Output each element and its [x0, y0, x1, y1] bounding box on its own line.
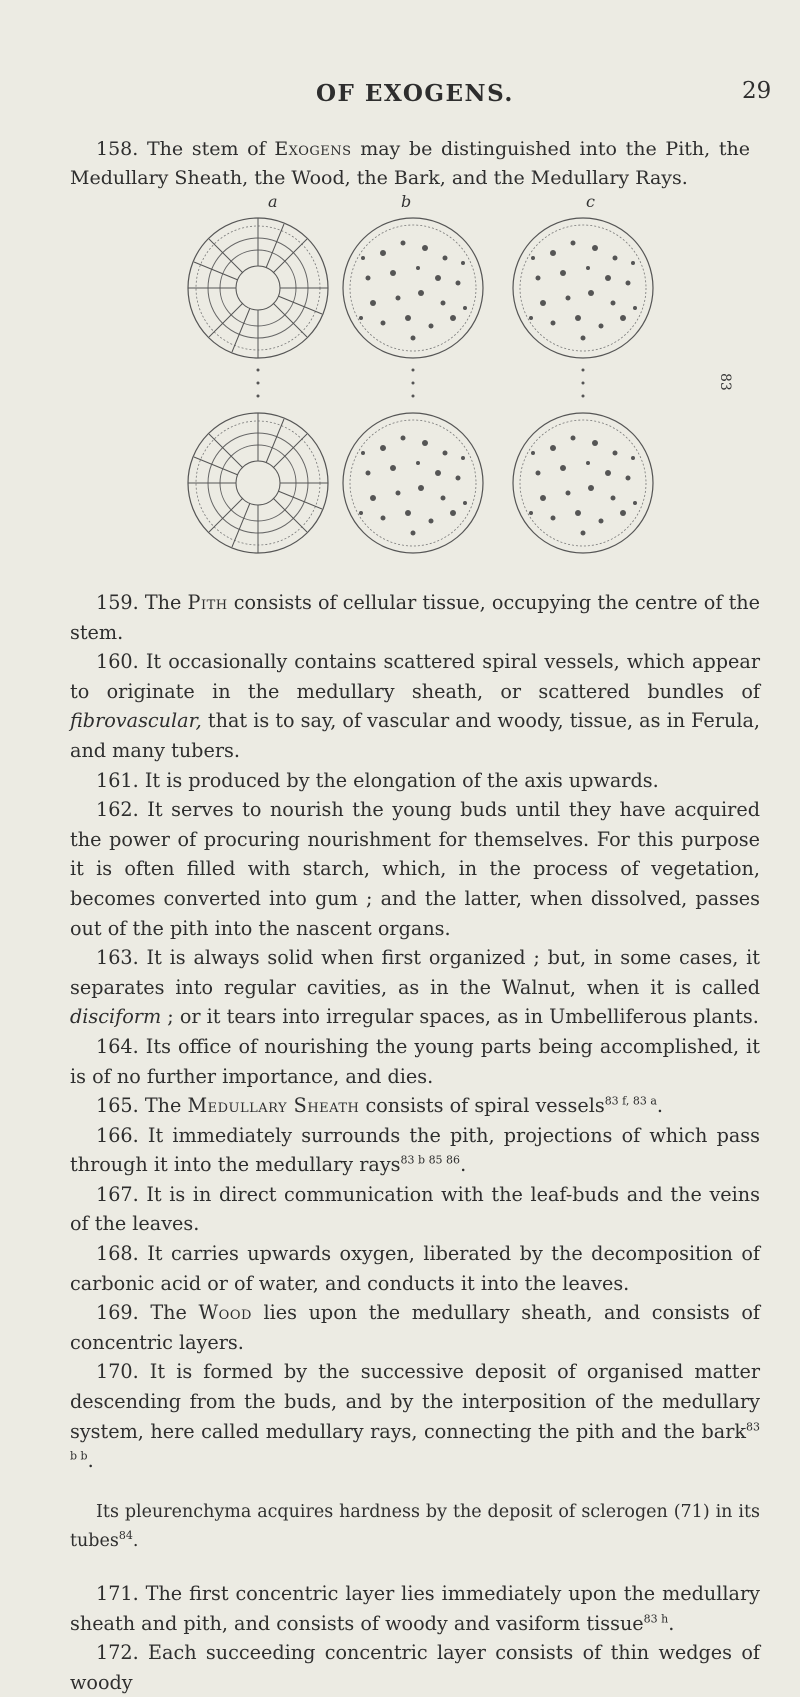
- paragraph-164: 164. Its office of nourishing the young parts being accomplished, it is of no further importance, and dies.: [70, 1034, 760, 1088]
- term-fibrovascular: fibrovascular,: [70, 709, 202, 733]
- figure-label-c: c: [586, 192, 595, 211]
- body-text: [70, 588, 760, 1697]
- paragraph-160: 160. It occasionally contains scattered spiral vessels, which appear to originate in the medullary sheath, or scattered bundles of fibrovascular, that is to say, of vascular and woody, tissue, as in Ferula, and many tubers.: [70, 650, 760, 762]
- paragraph-166: 166. It immediately surrounds the pith, projections of which pass through it into the medullary rays$^{83 b 85 86}$.: [70, 1123, 760, 1177]
- page-number: 29: [742, 78, 772, 104]
- paragraph-171: 171. The first concentric layer lies immediately upon the medullary sheath and pith, and consists of woody and vasiform tissue$^{83 h}$.: [70, 1582, 760, 1635]
- note-paragraph: Its pleurenchyma acquires hardness by the deposit of sclerogen (71) in its tubes$^{84}$.: [70, 1501, 760, 1552]
- paragraph-163: 163. It is always solid when first organized ; but, in some cases, it separates into regular cavities, as in the Walnut, when it is called disciform ; or it tears into irregular spaces, as in Umbelliferous plants.: [70, 946, 760, 1029]
- section-a-upper: [188, 218, 328, 358]
- section-number: 158.: [96, 138, 139, 160]
- figure-reference: 83 f, 83 a: [604, 1094, 657, 1108]
- paragraph-170: 170. It is formed by the successive deposit of organised matter descending from the buds, and by the interposition of the medullary system, here called medullary rays, connecting the pith and the bark$^{83 b b}$.: [70, 1360, 760, 1473]
- paragraph-168: 168. It carries upwards oxygen, liberated by the decomposition of carbonic acid or of water, and conducts it into the leaves.: [70, 1242, 760, 1295]
- intro-paragraph: 158. The stem of Exogens may be distinguished into the Pith, the Medullary Sheath, the Wood, the Bark, and the Medullary Rays.: [70, 138, 750, 189]
- figure-reference: 83 h: [643, 1612, 669, 1626]
- paragraph-169: 169. The Wood lies upon the medullary sheath, and consists of concentric layers.: [70, 1301, 760, 1354]
- paragraph-167: 167. It is in direct communication with the leaf-buds and the veins of the leaves.: [70, 1182, 760, 1236]
- paragraph-159: 159. The Pith consists of cellular tissue, occupying the centre of the stem.: [70, 591, 761, 644]
- paragraph-172: 172. Each succeeding concentric layer consists of thin wedges of woody: [70, 1641, 760, 1694]
- term-exogens: Exogens: [274, 138, 352, 160]
- stem-cross-section-figure: [178, 192, 758, 576]
- stem-diagrams: [178, 198, 738, 578]
- term-pith: Pith: [187, 591, 228, 614]
- section-b-lower: [343, 413, 483, 553]
- term-medullary-sheath: Medullary Sheath: [187, 1094, 360, 1118]
- term-disciform: disciform: [70, 1005, 162, 1029]
- section-c-lower: [513, 413, 653, 553]
- figure-label-a: a: [268, 192, 278, 211]
- section-c-upper: [513, 218, 653, 358]
- figure-reference: 83 b b: [70, 1420, 760, 1463]
- paragraph-165: 165. The Medullary Sheath consists of spiral vessels$^{83 f, 83 a}$.: [96, 1094, 664, 1118]
- section-a-lower: [188, 413, 328, 553]
- section-b-upper: [343, 218, 483, 358]
- figure-number-label: 83: [717, 373, 733, 391]
- running-header: [0, 80, 800, 110]
- paragraph-162: 162. It serves to nourish the young buds until they have acquired the power of procuring nourishment for themselves. For this purpose it is often filled with starch, which, in the process of vegetation, becomes converted into gum ; and the latter, when dissolved, passes out of the pith into the nascent organs.: [70, 798, 760, 940]
- paragraph-161: 161. It is produced by the elongation of the axis upwards.: [96, 768, 659, 792]
- figure-label-b: b: [401, 192, 412, 211]
- figure-reference: 84: [118, 1529, 133, 1543]
- figure-reference: 83 b 85 86: [400, 1153, 461, 1167]
- term-wood: Wood: [198, 1301, 252, 1325]
- running-title: OF EXOGENS.: [316, 80, 514, 107]
